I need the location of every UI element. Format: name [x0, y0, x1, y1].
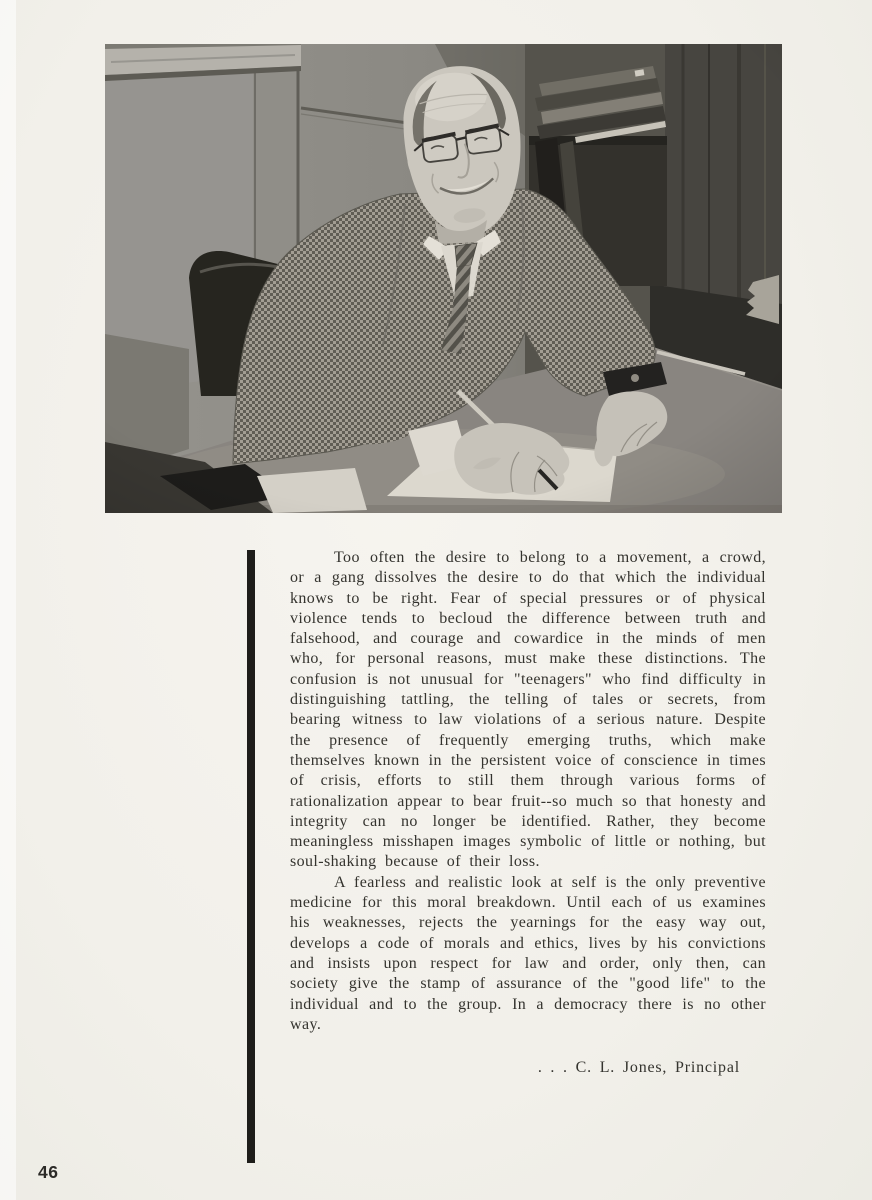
principal-photo — [105, 44, 782, 513]
essay-paragraph-1: Too often the desire to belong to a movement, a crowd, or a gang dissolves the desire to do that which the individual knows to be right. Fear of special pressures or of physical violence tends to becloud the difference between truth and falsehood, and courage and cowardice in the minds of men who, for personal reasons, must make these distinctions. The confusion is not unusual for "teenagers" who find difficulty in distinguishing tattling, the telling of tales or secrets, from bearing witness to law violations of a serious nature. Despite the presence of frequently emerging truths, which make themselves known in the persistent voice of conscience in times of crisis, efforts to still them through various forms of rationalization appear to bear fruit--so much so that honesty and integrity can no longer be identified. Rather, they become meaningless misshapen images symbolic of little or nothing, but soul-shaking because of their loss. — [290, 549, 766, 871]
essay-paragraph-2: A fearless and realistic look at self is the only preventive medicine for this moral breakdown. Until each of us examines his weaknesses, rejects the yearnings for the easy way out, develops a code of morals and ethics, lives by his convictions and insists upon respect for law and order, only then, can society give the stamp of assurance of the "good life" to the individual and to the group. In a democracy there is no other way. — [290, 873, 766, 1033]
page-number: 46 — [38, 1162, 59, 1182]
scan-edge-highlight — [0, 0, 16, 1200]
photo-vignette — [105, 44, 782, 513]
vertical-rule — [247, 550, 255, 1163]
essay-attribution: . . . C. L. Jones, Principal — [537, 1059, 740, 1077]
essay-text — [290, 548, 766, 1077]
principal-photo-art — [105, 44, 782, 513]
